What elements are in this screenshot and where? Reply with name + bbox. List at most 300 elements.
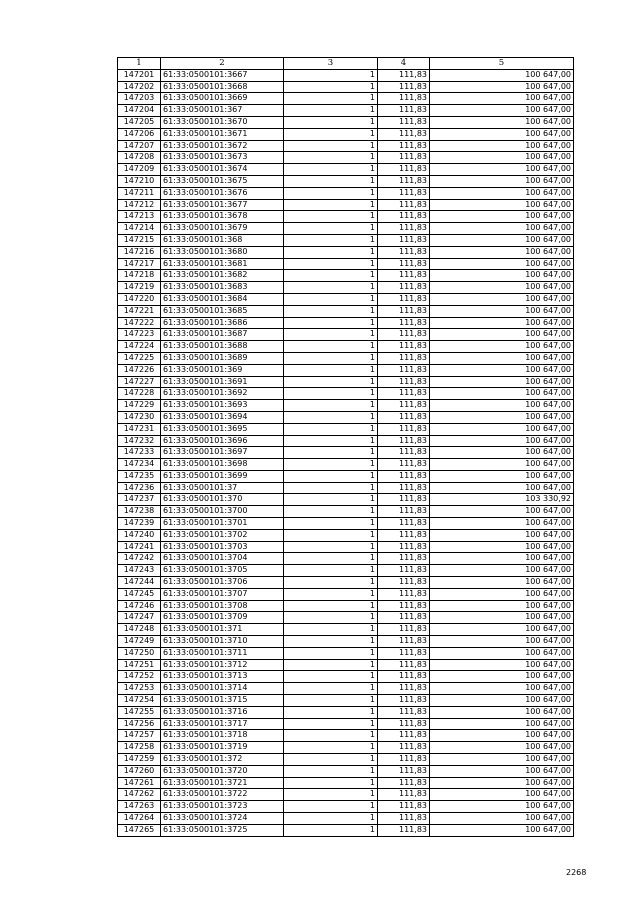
count-cell: 1 xyxy=(284,234,378,246)
area-cell: 111,83 xyxy=(378,116,430,128)
area-cell: 111,83 xyxy=(378,671,430,683)
column-header-4: 4 xyxy=(378,58,430,70)
value-cell: 100 647,00 xyxy=(430,765,574,777)
area-cell: 111,83 xyxy=(378,364,430,376)
table-row xyxy=(118,789,574,801)
count-cell: 1 xyxy=(284,683,378,695)
row-number-cell: 147213 xyxy=(118,211,161,223)
row-number-cell: 147218 xyxy=(118,270,161,282)
count-cell: 1 xyxy=(284,140,378,152)
value-cell: 100 647,00 xyxy=(430,140,574,152)
row-number-cell: 147265 xyxy=(118,824,161,836)
row-number-cell: 147228 xyxy=(118,388,161,400)
row-number-cell: 147211 xyxy=(118,187,161,199)
cadastral-number-cell: 61:33:0500101:3707 xyxy=(161,588,284,600)
value-cell: 100 647,00 xyxy=(430,341,574,353)
table-row xyxy=(118,140,574,152)
value-cell: 100 647,00 xyxy=(430,187,574,199)
value-cell: 100 647,00 xyxy=(430,329,574,341)
cadastral-number-cell: 61:33:0500101:3669 xyxy=(161,93,284,105)
cadastral-number-cell: 61:33:0500101:3686 xyxy=(161,317,284,329)
table-row xyxy=(118,671,574,683)
row-number-cell: 147259 xyxy=(118,754,161,766)
table-row xyxy=(118,459,574,471)
value-cell: 100 647,00 xyxy=(430,435,574,447)
area-cell: 111,83 xyxy=(378,754,430,766)
table-row xyxy=(118,329,574,341)
area-cell: 111,83 xyxy=(378,282,430,294)
table-row xyxy=(118,518,574,530)
area-cell: 111,83 xyxy=(378,706,430,718)
row-number-cell: 147217 xyxy=(118,258,161,270)
cadastral-number-cell: 61:33:0500101:3675 xyxy=(161,175,284,187)
row-number-cell: 147248 xyxy=(118,624,161,636)
row-number-cell: 147216 xyxy=(118,246,161,258)
row-number-cell: 147246 xyxy=(118,600,161,612)
count-cell: 1 xyxy=(284,518,378,530)
value-cell: 100 647,00 xyxy=(430,447,574,459)
table-body xyxy=(118,69,574,836)
count-cell: 1 xyxy=(284,813,378,825)
area-cell: 111,83 xyxy=(378,636,430,648)
count-cell: 1 xyxy=(284,624,378,636)
row-number-cell: 147210 xyxy=(118,175,161,187)
cadastral-number-cell: 61:33:0500101:3722 xyxy=(161,789,284,801)
value-cell: 100 647,00 xyxy=(430,128,574,140)
count-cell: 1 xyxy=(284,164,378,176)
count-cell: 1 xyxy=(284,388,378,400)
area-cell: 111,83 xyxy=(378,553,430,565)
value-cell: 100 647,00 xyxy=(430,529,574,541)
area-cell: 111,83 xyxy=(378,577,430,589)
table-row xyxy=(118,718,574,730)
cadastral-number-cell: 61:33:0500101:369 xyxy=(161,364,284,376)
value-cell: 100 647,00 xyxy=(430,352,574,364)
table-row xyxy=(118,647,574,659)
cadastral-number-cell: 61:33:0500101:3677 xyxy=(161,199,284,211)
table-row xyxy=(118,352,574,364)
table-row xyxy=(118,754,574,766)
count-cell: 1 xyxy=(284,718,378,730)
row-number-cell: 147230 xyxy=(118,411,161,423)
count-cell: 1 xyxy=(284,600,378,612)
area-cell: 111,83 xyxy=(378,329,430,341)
cadastral-number-cell: 61:33:0500101:3676 xyxy=(161,187,284,199)
area-cell: 111,83 xyxy=(378,223,430,235)
area-cell: 111,83 xyxy=(378,69,430,81)
row-number-cell: 147254 xyxy=(118,695,161,707)
header-row xyxy=(118,58,574,70)
count-cell: 1 xyxy=(284,305,378,317)
count-cell: 1 xyxy=(284,341,378,353)
cadastral-number-cell: 61:33:0500101:3692 xyxy=(161,388,284,400)
column-header-5: 5 xyxy=(430,58,574,70)
count-cell: 1 xyxy=(284,376,378,388)
table-row xyxy=(118,211,574,223)
area-cell: 111,83 xyxy=(378,600,430,612)
table-row xyxy=(118,105,574,117)
area-cell: 111,83 xyxy=(378,376,430,388)
count-cell: 1 xyxy=(284,116,378,128)
value-cell: 100 647,00 xyxy=(430,553,574,565)
row-number-cell: 147245 xyxy=(118,588,161,600)
cadastral-number-cell: 61:33:0500101:3682 xyxy=(161,270,284,282)
count-cell: 1 xyxy=(284,329,378,341)
cadastral-number-cell: 61:33:0500101:3712 xyxy=(161,659,284,671)
value-cell: 100 647,00 xyxy=(430,93,574,105)
count-cell: 1 xyxy=(284,506,378,518)
row-number-cell: 147257 xyxy=(118,730,161,742)
cadastral-number-cell: 61:33:0500101:3698 xyxy=(161,459,284,471)
area-cell: 111,83 xyxy=(378,470,430,482)
count-cell: 1 xyxy=(284,706,378,718)
area-cell: 111,83 xyxy=(378,765,430,777)
row-number-cell: 147219 xyxy=(118,282,161,294)
column-header-1: 1 xyxy=(118,58,161,70)
row-number-cell: 147260 xyxy=(118,765,161,777)
value-cell: 100 647,00 xyxy=(430,541,574,553)
value-cell: 100 647,00 xyxy=(430,671,574,683)
value-cell: 100 647,00 xyxy=(430,518,574,530)
value-cell: 100 647,00 xyxy=(430,565,574,577)
area-cell: 111,83 xyxy=(378,258,430,270)
area-cell: 111,83 xyxy=(378,140,430,152)
cadastral-number-cell: 61:33:0500101:3725 xyxy=(161,824,284,836)
cadastral-number-cell: 61:33:0500101:3688 xyxy=(161,341,284,353)
cadastral-number-cell: 61:33:0500101:367 xyxy=(161,105,284,117)
table-row xyxy=(118,636,574,648)
row-number-cell: 147234 xyxy=(118,459,161,471)
row-number-cell: 147240 xyxy=(118,529,161,541)
count-cell: 1 xyxy=(284,199,378,211)
row-number-cell: 147252 xyxy=(118,671,161,683)
value-cell: 100 647,00 xyxy=(430,376,574,388)
area-cell: 111,83 xyxy=(378,529,430,541)
table-row xyxy=(118,659,574,671)
area-cell: 111,83 xyxy=(378,270,430,282)
table-row xyxy=(118,69,574,81)
table-row xyxy=(118,116,574,128)
count-cell: 1 xyxy=(284,435,378,447)
value-cell: 100 647,00 xyxy=(430,175,574,187)
cadastral-number-cell: 61:33:0500101:3709 xyxy=(161,612,284,624)
table-row xyxy=(118,577,574,589)
area-cell: 111,83 xyxy=(378,352,430,364)
cadastral-number-cell: 61:33:0500101:3702 xyxy=(161,529,284,541)
value-cell: 100 647,00 xyxy=(430,789,574,801)
row-number-cell: 147263 xyxy=(118,801,161,813)
value-cell: 100 647,00 xyxy=(430,282,574,294)
count-cell: 1 xyxy=(284,541,378,553)
table-row xyxy=(118,258,574,270)
count-cell: 1 xyxy=(284,211,378,223)
cadastral-number-cell: 61:33:0500101:3693 xyxy=(161,400,284,412)
row-number-cell: 147241 xyxy=(118,541,161,553)
column-header-2: 2 xyxy=(161,58,284,70)
value-cell: 100 647,00 xyxy=(430,293,574,305)
row-number-cell: 147214 xyxy=(118,223,161,235)
area-cell: 111,83 xyxy=(378,447,430,459)
cadastral-number-cell: 61:33:0500101:3703 xyxy=(161,541,284,553)
row-number-cell: 147207 xyxy=(118,140,161,152)
area-cell: 111,83 xyxy=(378,683,430,695)
cadastral-number-cell: 61:33:0500101:3695 xyxy=(161,423,284,435)
cadastral-number-cell: 61:33:0500101:371 xyxy=(161,624,284,636)
row-number-cell: 147224 xyxy=(118,341,161,353)
row-number-cell: 147233 xyxy=(118,447,161,459)
cadastral-number-cell: 61:33:0500101:3696 xyxy=(161,435,284,447)
count-cell: 1 xyxy=(284,400,378,412)
area-cell: 111,83 xyxy=(378,341,430,353)
count-cell: 1 xyxy=(284,128,378,140)
count-cell: 1 xyxy=(284,459,378,471)
area-cell: 111,83 xyxy=(378,459,430,471)
row-number-cell: 147251 xyxy=(118,659,161,671)
area-cell: 111,83 xyxy=(378,388,430,400)
count-cell: 1 xyxy=(284,577,378,589)
table-row xyxy=(118,553,574,565)
value-cell: 100 647,00 xyxy=(430,577,574,589)
table-row xyxy=(118,187,574,199)
cadastral-number-cell: 61:33:0500101:3668 xyxy=(161,81,284,93)
table-row xyxy=(118,777,574,789)
table-row xyxy=(118,765,574,777)
value-cell: 100 647,00 xyxy=(430,695,574,707)
count-cell: 1 xyxy=(284,659,378,671)
table-row xyxy=(118,824,574,836)
value-cell: 100 647,00 xyxy=(430,754,574,766)
table-row xyxy=(118,364,574,376)
area-cell: 111,83 xyxy=(378,494,430,506)
cadastral-number-cell: 61:33:0500101:3720 xyxy=(161,765,284,777)
area-cell: 111,83 xyxy=(378,293,430,305)
row-number-cell: 147262 xyxy=(118,789,161,801)
value-cell: 100 647,00 xyxy=(430,223,574,235)
row-number-cell: 147247 xyxy=(118,612,161,624)
count-cell: 1 xyxy=(284,742,378,754)
value-cell: 100 647,00 xyxy=(430,624,574,636)
page-number: 2268 xyxy=(566,868,587,877)
count-cell: 1 xyxy=(284,671,378,683)
row-number-cell: 147212 xyxy=(118,199,161,211)
cadastral-number-cell: 61:33:0500101:372 xyxy=(161,754,284,766)
value-cell: 100 647,00 xyxy=(430,400,574,412)
table-row xyxy=(118,400,574,412)
area-cell: 111,83 xyxy=(378,400,430,412)
table-row xyxy=(118,706,574,718)
area-cell: 111,83 xyxy=(378,612,430,624)
table-row xyxy=(118,164,574,176)
area-cell: 111,83 xyxy=(378,518,430,530)
cadastral-number-cell: 61:33:0500101:3685 xyxy=(161,305,284,317)
count-cell: 1 xyxy=(284,801,378,813)
count-cell: 1 xyxy=(284,730,378,742)
row-number-cell: 147223 xyxy=(118,329,161,341)
count-cell: 1 xyxy=(284,293,378,305)
table-row xyxy=(118,270,574,282)
count-cell: 1 xyxy=(284,105,378,117)
row-number-cell: 147209 xyxy=(118,164,161,176)
table-row xyxy=(118,81,574,93)
cadastral-number-cell: 61:33:0500101:37 xyxy=(161,482,284,494)
count-cell: 1 xyxy=(284,246,378,258)
area-cell: 111,83 xyxy=(378,435,430,447)
cadastral-number-cell: 61:33:0500101:3710 xyxy=(161,636,284,648)
count-cell: 1 xyxy=(284,258,378,270)
count-cell: 1 xyxy=(284,777,378,789)
cadastral-number-cell: 61:33:0500101:3715 xyxy=(161,695,284,707)
row-number-cell: 147231 xyxy=(118,423,161,435)
value-cell: 100 647,00 xyxy=(430,152,574,164)
value-cell: 100 647,00 xyxy=(430,199,574,211)
table-row xyxy=(118,234,574,246)
table-row xyxy=(118,376,574,388)
table-row xyxy=(118,223,574,235)
cadastral-number-cell: 61:33:0500101:3723 xyxy=(161,801,284,813)
value-cell: 100 647,00 xyxy=(430,683,574,695)
area-cell: 111,83 xyxy=(378,718,430,730)
table-row xyxy=(118,246,574,258)
cadastral-number-cell: 61:33:0500101:3671 xyxy=(161,128,284,140)
area-cell: 111,83 xyxy=(378,128,430,140)
row-number-cell: 147258 xyxy=(118,742,161,754)
area-cell: 111,83 xyxy=(378,152,430,164)
count-cell: 1 xyxy=(284,223,378,235)
cadastral-number-cell: 61:33:0500101:3701 xyxy=(161,518,284,530)
value-cell: 100 647,00 xyxy=(430,69,574,81)
value-cell: 100 647,00 xyxy=(430,234,574,246)
area-cell: 111,83 xyxy=(378,105,430,117)
cadastral-number-cell: 61:33:0500101:3700 xyxy=(161,506,284,518)
table-row xyxy=(118,411,574,423)
cadastral-number-cell: 61:33:0500101:3679 xyxy=(161,223,284,235)
value-cell: 100 647,00 xyxy=(430,813,574,825)
cadastral-number-cell: 61:33:0500101:3667 xyxy=(161,69,284,81)
count-cell: 1 xyxy=(284,482,378,494)
area-cell: 111,83 xyxy=(378,659,430,671)
row-number-cell: 147229 xyxy=(118,400,161,412)
cadastral-number-cell: 61:33:0500101:3704 xyxy=(161,553,284,565)
value-cell: 100 647,00 xyxy=(430,612,574,624)
table-row xyxy=(118,423,574,435)
table-row xyxy=(118,565,574,577)
cadastral-number-cell: 61:33:0500101:3724 xyxy=(161,813,284,825)
table-row xyxy=(118,695,574,707)
row-number-cell: 147237 xyxy=(118,494,161,506)
count-cell: 1 xyxy=(284,317,378,329)
count-cell: 1 xyxy=(284,152,378,164)
area-cell: 111,83 xyxy=(378,647,430,659)
area-cell: 111,83 xyxy=(378,199,430,211)
cadastral-number-cell: 61:33:0500101:3683 xyxy=(161,282,284,294)
count-cell: 1 xyxy=(284,765,378,777)
value-cell: 100 647,00 xyxy=(430,588,574,600)
cadastral-number-cell: 61:33:0500101:3691 xyxy=(161,376,284,388)
area-cell: 111,83 xyxy=(378,305,430,317)
area-cell: 111,83 xyxy=(378,730,430,742)
table-row xyxy=(118,506,574,518)
row-number-cell: 147253 xyxy=(118,683,161,695)
count-cell: 1 xyxy=(284,175,378,187)
row-number-cell: 147236 xyxy=(118,482,161,494)
cadastral-number-cell: 61:33:0500101:3684 xyxy=(161,293,284,305)
cadastral-number-cell: 61:33:0500101:3708 xyxy=(161,600,284,612)
value-cell: 100 647,00 xyxy=(430,718,574,730)
value-cell: 103 330,92 xyxy=(430,494,574,506)
table-row xyxy=(118,470,574,482)
count-cell: 1 xyxy=(284,824,378,836)
row-number-cell: 147204 xyxy=(118,105,161,117)
value-cell: 100 647,00 xyxy=(430,246,574,258)
table-row xyxy=(118,482,574,494)
row-number-cell: 147232 xyxy=(118,435,161,447)
count-cell: 1 xyxy=(284,352,378,364)
value-cell: 100 647,00 xyxy=(430,116,574,128)
value-cell: 100 647,00 xyxy=(430,305,574,317)
area-cell: 111,83 xyxy=(378,93,430,105)
area-cell: 111,83 xyxy=(378,187,430,199)
area-cell: 111,83 xyxy=(378,175,430,187)
table-row xyxy=(118,152,574,164)
row-number-cell: 147208 xyxy=(118,152,161,164)
table-row xyxy=(118,388,574,400)
area-cell: 111,83 xyxy=(378,813,430,825)
count-cell: 1 xyxy=(284,612,378,624)
cadastral-number-cell: 61:33:0500101:3717 xyxy=(161,718,284,730)
area-cell: 111,83 xyxy=(378,482,430,494)
row-number-cell: 147242 xyxy=(118,553,161,565)
value-cell: 100 647,00 xyxy=(430,423,574,435)
row-number-cell: 147244 xyxy=(118,577,161,589)
count-cell: 1 xyxy=(284,588,378,600)
table-row xyxy=(118,282,574,294)
table-row xyxy=(118,447,574,459)
area-cell: 111,83 xyxy=(378,211,430,223)
value-cell: 100 647,00 xyxy=(430,388,574,400)
column-header-3: 3 xyxy=(284,58,378,70)
area-cell: 111,83 xyxy=(378,695,430,707)
value-cell: 100 647,00 xyxy=(430,824,574,836)
registry-table xyxy=(117,57,574,837)
count-cell: 1 xyxy=(284,81,378,93)
row-number-cell: 147201 xyxy=(118,69,161,81)
count-cell: 1 xyxy=(284,69,378,81)
count-cell: 1 xyxy=(284,695,378,707)
count-cell: 1 xyxy=(284,789,378,801)
area-cell: 111,83 xyxy=(378,317,430,329)
cadastral-number-cell: 61:33:0500101:3680 xyxy=(161,246,284,258)
row-number-cell: 147239 xyxy=(118,518,161,530)
cadastral-number-cell: 61:33:0500101:3705 xyxy=(161,565,284,577)
table-row xyxy=(118,199,574,211)
table-row xyxy=(118,600,574,612)
row-number-cell: 147238 xyxy=(118,506,161,518)
table-row xyxy=(118,813,574,825)
cadastral-number-cell: 61:33:0500101:3714 xyxy=(161,683,284,695)
area-cell: 111,83 xyxy=(378,742,430,754)
value-cell: 100 647,00 xyxy=(430,317,574,329)
row-number-cell: 147255 xyxy=(118,706,161,718)
count-cell: 1 xyxy=(284,93,378,105)
row-number-cell: 147221 xyxy=(118,305,161,317)
table-row xyxy=(118,801,574,813)
value-cell: 100 647,00 xyxy=(430,211,574,223)
count-cell: 1 xyxy=(284,754,378,766)
row-number-cell: 147264 xyxy=(118,813,161,825)
table-row xyxy=(118,305,574,317)
row-number-cell: 147203 xyxy=(118,93,161,105)
table-row xyxy=(118,612,574,624)
